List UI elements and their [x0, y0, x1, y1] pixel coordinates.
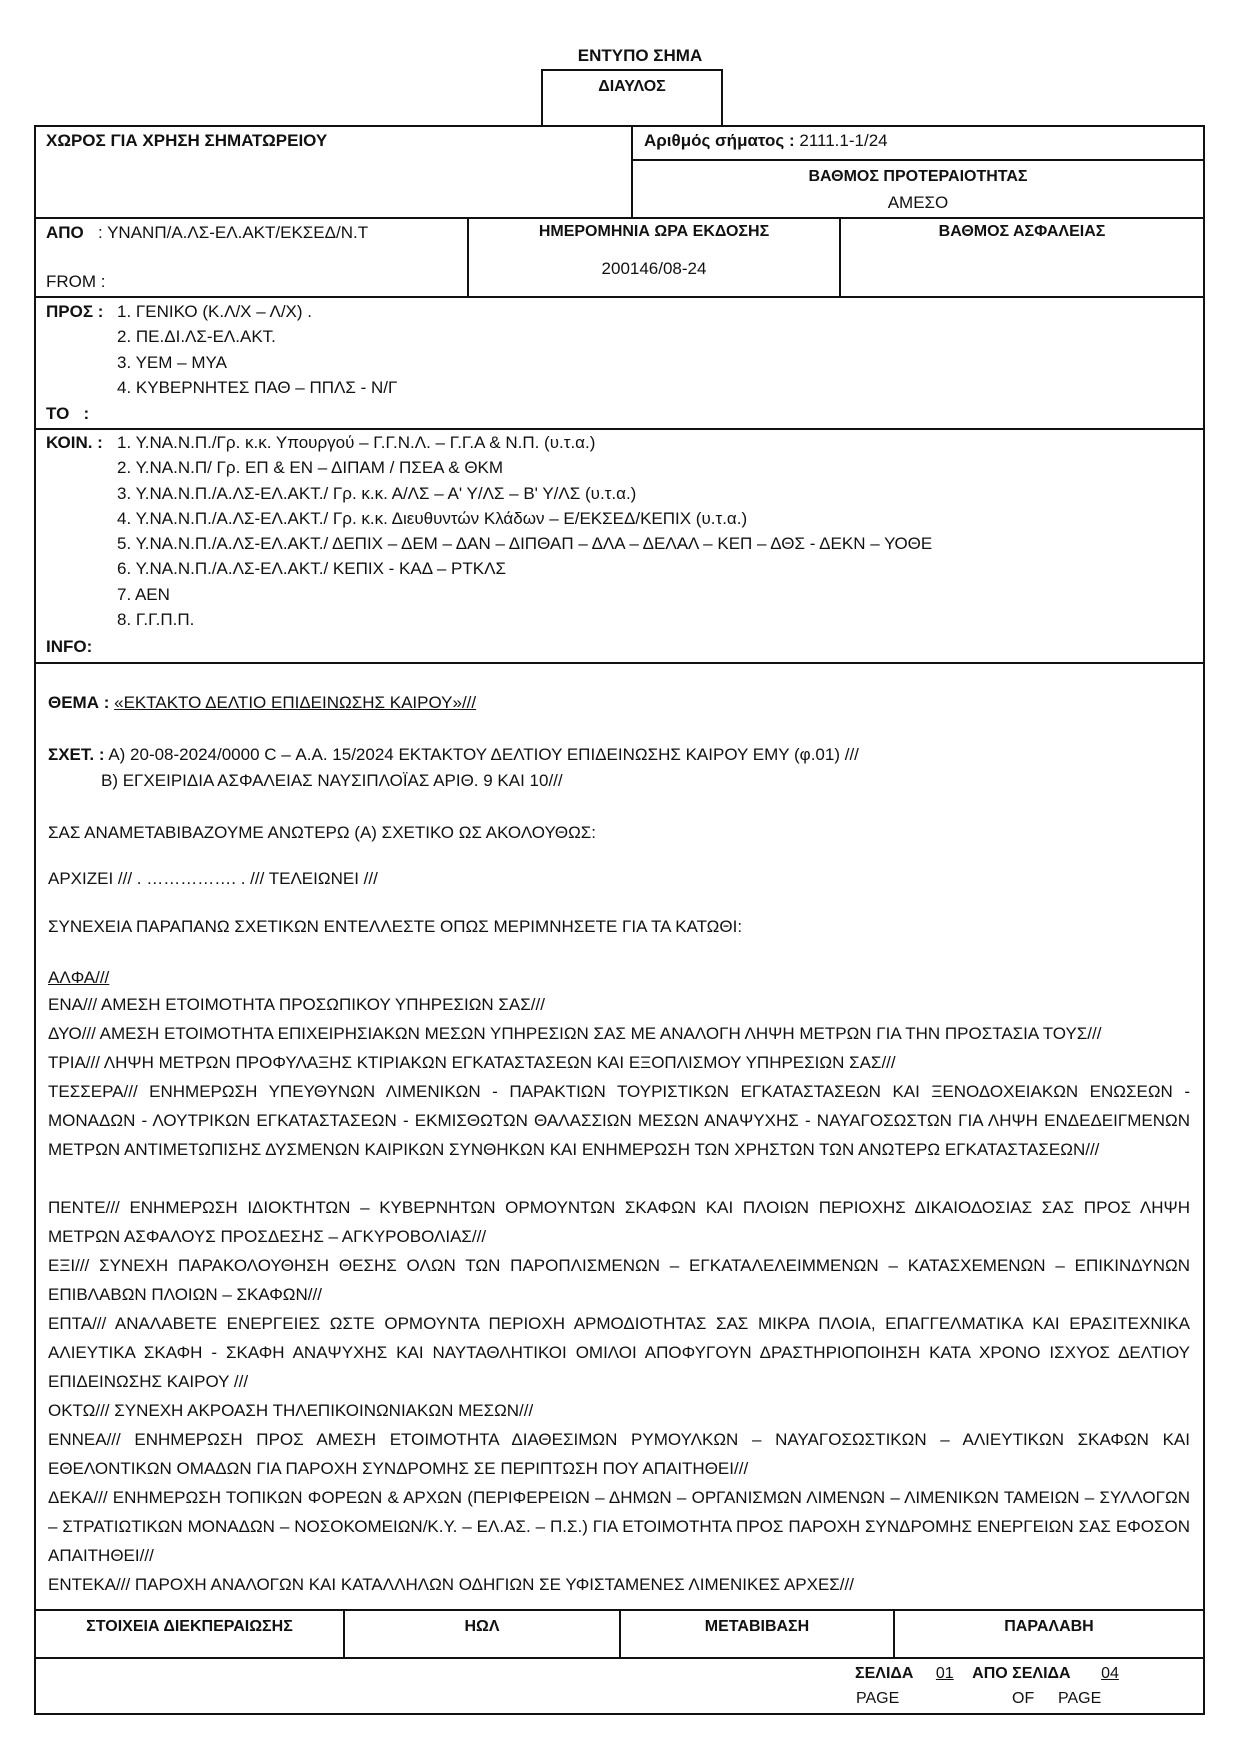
dto-label: ΗΩΛ: [464, 1618, 500, 1635]
signal-number: [644, 131, 888, 151]
from-value: : ΥΝΑΝΠ/Α.ΛΣ-ΕΛ.ΑΚΤ/ΕΚΣΕΔ/Ν.Τ: [97, 223, 369, 242]
of-page-label: ΑΠΟ ΣΕΛΙΔΑ: [972, 1665, 1071, 1682]
instruction-paragraph: ΤΕΣΣΕΡΑ/// ΕΝΗΜΕΡΩΣΗ ΥΠΕΥΘΥΝΩΝ ΛΙΜΕΝΙΚΩΝ - ΠΑΡΑΚΤΙΩΝ ΤΟΥΡΙΣΤΙΚΩΝ ΕΓΚΑΤΑΣΤΑΣΕΩΝ ΚΑΙ ΞΕΝΟΔΟΧΕΙΑΚΩΝ ΕΝΩΣΕΩΝ - ΜΟΝΑΔΩΝ - ΛΟΥΤΡΙΚΩΝ ΕΓΚΑΤΑΣΤΑΣΕΩΝ - ΕΚΜΙΣΘΩΤΩΝ ΘΑΛΑΣΣΙΩΝ ΜΕΣΩΝ ΑΝΑΨΥΧΗΣ - ΝΑΥΑΓΟΣΩΣΤΩΝ ΓΙΑ ΛΗΨΗ ΕΝΔΕΔΕΙΓΜΕΝΩΝ ΜΕΤΡΩΝ ΑΝΤΙΜΕΤΩΠΙΣΗΣ ΔΥΣΜΕΝΩΝ ΚΑΙΡΙΚΩΝ ΣΥΝΘΗΚΩΝ ΚΑΙ ΕΝΗΜΕΡΩΣΗ ΤΩΝ ΧΡΗΣΤΩΝ ΤΩΝ ΑΝΩΤΕΡΩ ΕΓΚΑΤΑΣΤΑΣΕΩΝ///: [48, 1082, 1190, 1159]
signal-number-value: 2111.1-1/24: [799, 131, 888, 150]
reference-b: Β) ΕΓΧΕΙΡΙΔΙΑ ΑΣΦΑΛΕΙΑΣ ΝΑΥΣΙΠΛΟΪΑΣ ΑΡΙΘ. 9 ΚΑΙ 10///: [101, 771, 563, 790]
info-item: 8. Γ.Γ.Π.Π.: [117, 610, 195, 629]
datetime-value: 200146/08-24: [601, 259, 707, 278]
form-title: ΕΝΤΥΠΟ ΣΗΜΑ: [577, 46, 703, 65]
page-en-label-2: PAGE: [1058, 1690, 1102, 1707]
from-field: [46, 223, 368, 243]
processing-label: ΣΤΟΙΧΕΙΑ ΔΙΕΚΠΕΡΑΙΩΣΗΣ: [86, 1618, 293, 1635]
subject: [48, 693, 1190, 713]
priority-label: ΒΑΘΜΟΣ ΠΡΟΤΕΡΑΙΟΤΗΤΑΣ: [808, 168, 1028, 185]
divider: [631, 159, 1205, 161]
instruction-paragraph: ΕΝΑ/// ΑΜΕΣΗ ΕΤΟΙΜΟΤΗΤΑ ΠΡΟΣΩΠΙΚΟΥ ΥΠΗΡΕΣΙΩΝ ΣΑΣ///: [48, 995, 545, 1014]
page-en-label: PAGE: [856, 1690, 900, 1707]
instruction-paragraph: ΕΝΝΕΑ/// ΕΝΗΜΕΡΩΣΗ ΠΡΟΣ ΑΜΕΣΗ ΕΤΟΙΜΟΤΗΤΑ ΔΙΑΘΕΣΙΜΩΝ ΡΥΜΟΥΛΚΩΝ – ΝΑΥΑΓΟΣΩΣΤΙΚΩΝ – ΑΛΙΕΥΤΙΚΩΝ ΣΚΑΦΩΝ ΚΑΙ ΕΘΕΛΟΝΤΙΚΩΝ ΟΜΑΔΩΝ ΓΙΑ ΠΑΡΟΧΗ ΣΥΝΔΡΟΜΗΣ ΣΕ ΠΕΡΙΠΤΩΣΗ ΠΟΥ ΑΠΑΙΤΗΘΕΙ///: [48, 1430, 1190, 1478]
alpha-heading: ΑΛΦΑ///: [48, 968, 110, 987]
info-item: 1. Υ.ΝΑ.Ν.Π./Γρ. κ.κ. Υπουργού – Γ.Γ.Ν.Λ. – Γ.Γ.Α & Ν.Π. (υ.τ.α.): [117, 433, 596, 452]
to-item: 3. ΥΕΜ – ΜΥΑ: [117, 353, 227, 372]
info-label: ΚΟΙΝ. :: [46, 433, 103, 452]
divider: [34, 217, 1205, 219]
subject-label: ΘΕΜΑ :: [48, 693, 110, 712]
transmission-label: ΜΕΤΑΒΙΒΑΣΗ: [704, 1618, 810, 1635]
info-item: 7. ΑΕΝ: [117, 585, 170, 604]
divider: [34, 296, 1205, 298]
instruction-paragraph: ΟΚΤΩ/// ΣΥΝΕΧΗ ΑΚΡΟΑΣΗ ΤΗΛΕΠΙΚΟΙΝΩΝΙΑΚΩΝ ΜΕΣΩΝ///: [48, 1401, 534, 1420]
of-en-label: OF: [1012, 1690, 1035, 1707]
following-text: ΣΥΝΕΧΕΙΑ ΠΑΡΑΠΑΝΩ ΣΧΕΤΙΚΩΝ ΕΝΤΕΛΛΕΣΤΕ ΟΠΩΣ ΜΕΡΙΜΝΗΣΕΤΕ ΓΙΑ ΤΑ ΚΑΤΩΘΙ:: [48, 917, 743, 936]
page-number: 01: [935, 1665, 954, 1682]
instruction-paragraph: ΕΞΙ/// ΣΥΝΕΧΗ ΠΑΡΑΚΟΛΟΥΘΗΣΗ ΘΕΣΗΣ ΟΛΩΝ ΤΩΝ ΠΑΡΟΠΛΙΣΜΕΝΩΝ – ΕΓΚΑΤΑΛΕΛΕΙΜΜΕΝΩΝ – ΚΑΤΑΣΧΕΜΕΝΩΝ – ΕΠΙΚΙΝΔΥΝΩΝ ΕΠΙΒΛΑΒΩΝ ΠΛΟΙΩΝ – ΣΚΑΦΩΝ///: [48, 1256, 1190, 1304]
relay-text: ΣΑΣ ΑΝΑΜΕΤΑΒΙΒΑΖΟΥΜΕ ΑΝΩΤΕΡΩ (Α) ΣΧΕΤΙΚΟ ΩΣ ΑΚΟΛΟΥΘΩΣ:: [48, 823, 597, 842]
priority-value: ΑΜΕΣΟ: [887, 193, 949, 212]
reference-label: ΣΧΕΤ. :: [48, 745, 105, 764]
to-label: ΠΡΟΣ :: [46, 302, 104, 321]
instruction-paragraph: ΤΡΙΑ/// ΛΗΨΗ ΜΕΤΡΩΝ ΠΡΟΦΥΛΑΞΗΣ ΚΤΙΡΙΑΚΩΝ ΕΓΚΑΤΑΣΤΑΣΕΩΝ ΚΑΙ ΕΞΟΠΛΙΣΜΟΥ ΥΠΗΡΕΣΙΩΝ ΣΑΣ///: [48, 1053, 896, 1072]
divider: [34, 428, 1205, 430]
instruction-paragraph: ΠΕΝΤΕ/// ΕΝΗΜΕΡΩΣΗ ΙΔΙΟΚΤΗΤΩΝ – ΚΥΒΕΡΝΗΤΩΝ ΟΡΜΟΥΝΤΩΝ ΣΚΑΦΩΝ ΚΑΙ ΠΛΟΙΩΝ ΠΕΡΙΟΧΗΣ ΔΙΚΑΙΟΔΟΣΙΑΣ ΣΑΣ ΠΡΟΣ ΛΗΨΗ ΜΕΤΡΩΝ ΑΣΦΑΛΟΥΣ ΠΡΟΣΔΕΣΗΣ – ΑΓΚΥΡΟΒΟΛΙΑΣ///: [48, 1198, 1190, 1246]
begins-ends-text: ΑΡΧΙΖΕΙ /// . ……………. . /// ΤΕΛΕΙΩΝΕΙ ///: [48, 869, 378, 888]
instruction-paragraph: ΕΝΤΕΚΑ/// ΠΑΡΟΧΗ ΑΝΑΛΟΓΩΝ ΚΑΙ ΚΑΤΑΛΛΗΛΩΝ ΟΔΗΓΙΩΝ ΣΕ ΥΦΙΣΤΑΜΕΝΕΣ ΛΙΜΕΝΙΚΕΣ ΑΡΧΕΣ///: [48, 1575, 854, 1594]
from-en-label: FROM :: [46, 272, 106, 291]
info-item: 6. Υ.ΝΑ.Ν.Π./Α.ΛΣ-ΕΛ.ΑΚΤ./ ΚΕΠΙΧ - ΚΑΔ – ΡΤΚΛΣ: [117, 559, 506, 578]
page-total: 04: [1101, 1665, 1119, 1682]
channel-box: [541, 69, 723, 126]
reference-a: [48, 745, 1190, 765]
info-item: 5. Υ.ΝΑ.Ν.Π./Α.ΛΣ-ΕΛ.ΑΚΤ./ ΔΕΠΙΧ – ΔΕΜ – ΔΑΝ – ΔΙΠΘΑΠ – ΔΛΑ – ΔΕΛΑΛ – ΚΕΠ – ΔΘΣ - ΔΕΚΝ – ΥΟΘΕ: [117, 534, 933, 553]
instruction-paragraph: ΕΠΤΑ/// ΑΝΑΛΑΒΕΤΕ ΕΝΕΡΓΕΙΕΣ ΩΣΤΕ ΟΡΜΟΥΝΤΑ ΠΕΡΙΟΧΗ ΑΡΜΟΔΙΟΤΗΤΑΣ ΣΑΣ ΜΙΚΡΑ ΠΛΟΙΑ, ΕΠΑΓΓΕΛΜΑΤΙΚΑ ΚΑΙ ΕΡΑΣΙΤΕΧΝΙΚΑ ΑΛΙΕΥΤΙΚΑ ΣΚΑΦΗ - ΣΚΑΦΗ ΑΝΑΨΥΧΗΣ ΚΑΙ ΝΑΥΤΑΘΛΗΤΙΚΟΙ ΟΜΙΛΟΙ ΑΠΟΦΥΓΟΥΝ ΔΡΑΣΤΗΡΙΟΠΟΙΗΣΗ ΚΑΤΑ ΧΡΟΝΟ ΙΣΧΥΟΣ ΔΕΛΤΙΟΥ ΕΠΙΔΕΙΝΩΣΗΣ ΚΑΙΡΟΥ ///: [48, 1314, 1190, 1391]
reference-a-text: Α) 20-08-2024/0000 C – Α.Α. 15/2024 ΕΚΤΑΚΤΟΥ ΔΕΛΤΙΟΥ ΕΠΙΔΕΙΝΩΣΗΣ ΚΑΙΡΟΥ ΕΜΥ (φ.01) ///: [108, 745, 859, 764]
from-label: ΑΠΟ: [46, 223, 84, 242]
to-item: 1. ΓΕΝΙΚΟ (Κ.Λ/Χ – Λ/Χ) .: [117, 302, 312, 321]
divider: [34, 662, 1205, 664]
instruction-paragraph: ΔΥΟ/// ΑΜΕΣΗ ΕΤΟΙΜΟΤΗΤΑ ΕΠΙΧΕΙΡΗΣΙΑΚΩΝ ΜΕΣΩΝ ΥΠΗΡΕΣΙΩΝ ΣΑΣ ΜΕ ΑΝΑΛΟΓΗ ΛΗΨΗ ΜΕΤΡΩΝ ΓΙΑ ΤΗΝ ΠΡΟΣΤΑΣΙΑ ΤΟΥΣ///: [48, 1024, 1102, 1043]
signal-room-label: ΧΩΡΟΣ ΓΙΑ ΧΡΗΣΗ ΣΗΜΑΤΩΡΕΙΟΥ: [46, 131, 328, 150]
info-item: 3. Υ.ΝΑ.Ν.Π./Α.ΛΣ-ΕΛ.ΑΚΤ./ Γρ. κ.κ. Α/ΛΣ – Α' Υ/ΛΣ – Β' Υ/ΛΣ (υ.τ.α.): [117, 484, 637, 503]
security-label: ΒΑΘΜΟΣ ΑΣΦΑΛΕΙΑΣ: [938, 223, 1106, 240]
datetime-label: ΗΜΕΡΟΜΗΝΙΑ ΩΡΑ ΕΚΔΟΣΗΣ: [538, 223, 770, 240]
to-item: 2. ΠΕ.ΔΙ.ΛΣ-ΕΛ.ΑΚΤ.: [117, 327, 276, 346]
info-item: 2. Υ.ΝΑ.Ν.Π/ Γρ. ΕΠ & ΕΝ – ΔΙΠΑΜ / ΠΣΕΑ & ΘΚΜ: [117, 458, 504, 477]
to-item: 4. ΚΥΒΕΡΝΗΤΕΣ ΠΑΘ – ΠΠΛΣ - Ν/Γ: [117, 378, 398, 397]
instruction-paragraph: ΔΕΚΑ/// ΕΝΗΜΕΡΩΣΗ ΤΟΠΙΚΩΝ ΦΟΡΕΩΝ & ΑΡΧΩΝ (ΠΕΡΙΦΕΡΕΙΩΝ – ΔΗΜΩΝ – ΟΡΓΑΝΙΣΜΩΝ ΛΙΜΕΝΩΝ – ΛΙΜΕΝΙΚΩΝ ΤΑΜΕΙΩΝ – ΣΥΛΛΟΓΩΝ – ΣΤΡΑΤΙΩΤΙΚΩΝ ΜΟΝΑΔΩΝ – ΝΟΣΟΚΟΜΕΙΩΝ/Κ.Υ. – ΕΛ.ΑΣ. – Π.Σ.) ΓΙΑ ΕΤΟΙΜΟΤΗΤΑ ΠΡΟΣ ΠΑΡΟΧΗ ΣΥΝΔΡΟΜΗΣ ΕΝΕΡΓΕΙΩΝ ΣΑΣ ΕΦΟΣΟΝ ΑΠΑΙΤΗΘΕΙ///: [48, 1488, 1190, 1565]
channel-label: ΔΙΑΥΛΟΣ: [598, 78, 666, 95]
info-en-label: INFO:: [46, 637, 93, 656]
subject-text: «ΕΚΤΑΚΤΟ ΔΕΛΤΙΟ ΕΠΙΔΕΙΝΩΣΗΣ ΚΑΙΡΟΥ»///: [114, 693, 477, 712]
to-en-label: ΤΟ :: [46, 404, 90, 423]
receipt-label: ΠΑΡΑΛΑΒΗ: [1004, 1618, 1094, 1635]
page-indicator: [855, 1665, 1121, 1683]
info-item: 4. Υ.ΝΑ.Ν.Π./Α.ΛΣ-ΕΛ.ΑΚΤ./ Γρ. κ.κ. Διευθυντών Κλάδων – Ε/ΕΚΣΕΔ/ΚΕΠΙΧ (υ.τ.α.): [117, 509, 748, 528]
page-label: ΣΕΛΙΔΑ: [855, 1665, 914, 1682]
signal-number-label: Αριθμός σήματος :: [644, 131, 795, 150]
